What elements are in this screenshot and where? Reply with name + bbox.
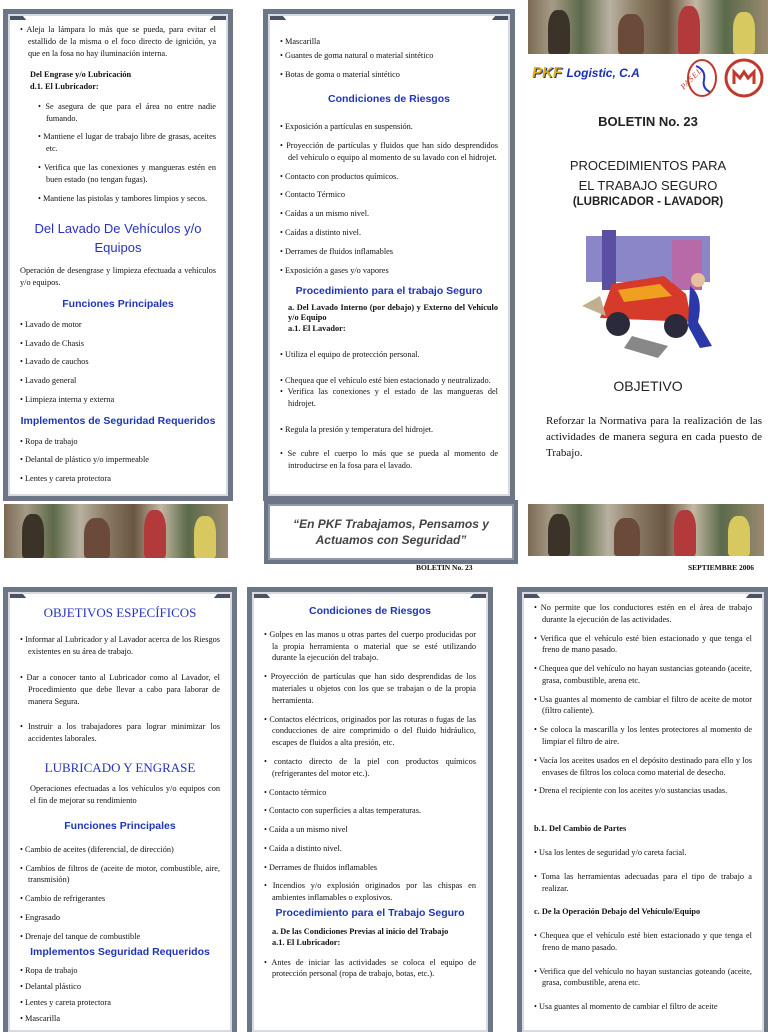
list-item: • Usa los lentes de seguridad y/o careta facial. <box>534 847 752 859</box>
list-item: • Regula la presión y temperatura del hidrojet. <box>280 424 498 436</box>
list-item: • Vacía los aceites usados en el depósito destinado para ello y los envases de filtros los coloca como material de desecho. <box>534 755 752 779</box>
emblem-logo <box>724 58 764 98</box>
list-item: • Toma las herramientas adecuadas para el tipo de trabajo a realizar. <box>534 871 752 895</box>
lubricador-list <box>20 101 216 204</box>
lavado-title: Del Lavado De Vehículos y/o Equipos <box>34 221 202 255</box>
list-item: • Engrasado <box>20 912 220 924</box>
pkf-mark: PKF <box>532 64 562 81</box>
lubricado-desc: Operaciones efectuadas a los vehículos y/o equipos con el fin de mejorar su rendimiento <box>30 784 220 806</box>
list-item: • Verifica que las conexiones y mangueras estén en buen estado (no tengan fugas). <box>38 162 216 186</box>
list-item: • Usa guantes al momento de cambiar el filtro de aceite de motor (filtro caliente). <box>534 694 752 718</box>
list-item: • Cambio de refrigerantes <box>20 893 220 905</box>
list-item: • Antes de iniciar las actividades se coloca el equipo de protección personal (ropa de trabajo, botas, etc.). <box>264 957 476 981</box>
list-item: • Verifica que el vehículo esté bien estacionado y que tenga el freno de mano pasado. <box>534 633 752 657</box>
list-item: • contacto directo de la piel con productos químicos (refrigerantes del motor etc.). <box>264 756 476 780</box>
lavador-heading: a.1. El Lavador: <box>288 324 346 334</box>
list-item: • Lavado de cauchos <box>20 356 216 368</box>
list-item: • Proyección de partículas que han sido desprendidas de los materiales u objetos con los que se trabajan o de la propia herramienta. <box>264 671 476 706</box>
list-item: • Contacto con productos químicos. <box>280 171 498 183</box>
list-item: • Cambio de aceites (diferencial, de dirección) <box>20 844 220 856</box>
photo-strip <box>4 504 228 558</box>
list-item: • Caída a un mismo nivel <box>264 824 476 836</box>
list-item: • Ropa de trabajo <box>20 965 220 977</box>
list-item: • Caídas a un mismo nivel. <box>280 208 498 220</box>
list-item: • Contacto con superficies a altas temperaturas. <box>264 805 476 817</box>
list-item: • Se cubre el cuerpo lo más que se pueda al momento de introducirse en la fosa para el lavado. <box>280 448 498 472</box>
footer-boletin: BOLETIN No. 23 <box>416 563 473 572</box>
debajo-heading: c. De la Operación Debajo del Vehículo/Equipo <box>534 907 701 917</box>
list-item: • Drena el recipiente con los aceites y/o sustancias usadas. <box>534 785 752 797</box>
list-item: • Lavado de motor <box>20 319 216 331</box>
cover-title-line3: (LUBRICADOR - LAVADOR) <box>572 196 724 208</box>
list-item: • Verifica las conexiones y el estado de las mangueras del hidrojet. <box>280 386 498 410</box>
list-item: • Mascarilla <box>280 36 498 48</box>
list-item: • Derrames de fluidos inflamables <box>280 246 498 258</box>
list-item: • Mascarilla <box>20 1013 220 1025</box>
cambio-heading: b.1. Del Cambio de Partes <box>534 824 627 834</box>
list-item: • Golpes en las manos u otras partes del cuerpo producidas por la propia herramienta o material que se esté utilizando durante la ejecución del trabajo. <box>264 629 476 664</box>
list-item: • Caídas a distinto nivel. <box>280 227 498 239</box>
safety-quote: “En PKF Trabajamos, Pensamos y Actuamos con Seguridad” <box>268 504 514 560</box>
list-item: • Lavado de Chasis <box>20 338 216 350</box>
riesgos-title: Condiciones de Riesgos <box>328 93 450 106</box>
list-item: • Dar a conocer tanto al Lubricador como al Lavador, el Procedimiento que debe llevar a cabo para laborar de manera Segura. <box>20 672 220 707</box>
list-item: • Delantal plástico <box>20 981 220 993</box>
list-item: • Caída a distinto nivel. <box>264 843 476 855</box>
list-item: • Se asegura de que para el área no entre nadie fumando. <box>38 101 216 125</box>
funciones-title: Funciones Principales <box>62 297 174 310</box>
panel-procedimiento-lubricador <box>522 592 764 1032</box>
list-item: • Delantal de plástico y/o impermeable <box>20 454 216 466</box>
list-item: • Contactos eléctricos, originados por las roturas o fugas de las conducciones de aire comprimido o del fluido hidráulico, escapes de fluidos a alta presión, etc. <box>264 714 476 749</box>
cover-title-line1: PROCEDIMIENTOS PARA <box>569 158 727 173</box>
photo-strip <box>528 504 764 556</box>
list-item: • Limpieza interna y externa <box>20 394 216 406</box>
funciones-title: Funciones Principales <box>64 819 176 832</box>
list-item: • Contacto térmico <box>264 787 476 799</box>
panel-objetivos <box>8 592 232 1032</box>
list-item: • Contacto Térmico <box>280 189 498 201</box>
list-item: • Drenaje del tanque de combustible <box>20 931 220 943</box>
riesgos-title: Condiciones de Riesgos <box>309 605 431 617</box>
cover-panel <box>528 0 768 500</box>
lubricado-title: LUBRICADO Y ENGRASE <box>44 759 196 775</box>
list-item: • Lavado general <box>20 375 216 387</box>
list-item: • Lentes y careta protectora <box>20 997 220 1009</box>
list-item: • Usa guantes al momento de cambiar el filtro de aceite <box>534 1001 752 1013</box>
proc-sub: a. De las Condiciones Previas al inicio del Trabajo <box>272 926 449 936</box>
list-item: • Exposición a partículas en suspensión. <box>280 121 498 133</box>
list-item: • Proyección de partículas y fluidos que han sido desprendidos del vehículo o equipo al momento de su lavado con el hidrojet. <box>280 140 498 164</box>
brand-name: Logistic, C.A <box>566 66 640 80</box>
proc-title: Procedimiento para el Trabajo Seguro <box>275 906 465 919</box>
list-item: • No permite que los conductores estén en el área de trabajo durante la ejecución de las actividades. <box>534 602 752 626</box>
lubricador-heading: a.1. El Lubricador: <box>272 937 341 947</box>
objetivos-title: OBJETIVOS ESPECÍFICOS <box>43 605 197 620</box>
implementos-title: Implementos de Seguridad Requeridos <box>20 414 216 427</box>
list-item: • Utiliza el equipo de protección personal. <box>280 349 498 361</box>
list-item: • Botas de goma o material sintético <box>280 69 498 81</box>
pasel-seal <box>676 56 720 102</box>
panel-riesgos-lubricador <box>252 592 488 1032</box>
engrase-heading: Del Engrase y/o Lubricación <box>30 70 132 80</box>
list-item: • Cambios de filtros de (aceite de motor, combustible, aire, transmisión) <box>20 863 220 887</box>
list-item: • Chequea que del vehículo no hayan sustancias goteando (aceite, grasa, combustible, arena etc. <box>534 663 752 687</box>
cover-title-line2: EL TRABAJO SEGURO <box>578 178 718 193</box>
implementos-title: Implementos Seguridad Requeridos <box>30 945 210 958</box>
objetivo-text: Reforzar la Normativa para la realización de las actividades de manera segura en cada puesto de Trabajo. <box>546 415 762 459</box>
list-item: • Exposición a gases y/o vapores <box>280 265 498 277</box>
list-item: • Instruir a los trabajadores para lograr minimizar los accidentes laborales. <box>20 721 220 745</box>
list-item: • Mantiene las pistolas y tambores limpios y secos. <box>38 193 216 205</box>
list-item: • Informar al Lubricador y al Lavador acerca de los Riesgos existentes en su área de trabajo. <box>20 634 220 658</box>
list-item: • Lentes y careta protectora <box>20 473 216 485</box>
photo-strip <box>528 0 768 54</box>
brand-logo <box>532 64 640 82</box>
list-item: • Chequea que el vehículo esté bien estacionado y que tenga el freno de mano pasado. <box>534 930 752 954</box>
boletin-label: BOLETIN No. 23 <box>598 114 698 129</box>
list-item: • Derrames de fluidos inflamables <box>264 862 476 874</box>
seal-text: PASEL <box>678 65 705 92</box>
list-item: • Guantes de goma natural o material sintético <box>280 50 498 62</box>
objetivo-title: OBJETIVO <box>613 378 683 394</box>
list-item: • Chequea que el vehículo esté bien estacionado y neutralizado. <box>280 375 498 387</box>
footer-date: SEPTIEMBRE 2006 <box>688 563 755 572</box>
list-item: • Verifica que del vehículo no hayan sustancias goteando (aceite, grasa, combustible, arena etc. <box>534 966 752 990</box>
mechanic-clipart <box>572 226 722 366</box>
intro-bullet: • Aleja la lámpara lo más que se pueda, para evitar el estallido de la misma o el foco directo de ignición, ya que en la fosa no hay iluminación interna. <box>20 24 216 59</box>
proc-sub: a. Del Lavado Interno (por debajo) y Externo del Vehículo y/o Equipo <box>288 303 498 323</box>
list-item: • Incendios y/o explosión originados por las chispas en ambientes inflamables o explosivos. <box>264 880 476 904</box>
lavado-desc: Operación de desengrase y limpieza efectuada a vehículos y/o equipos. <box>20 266 216 288</box>
proc-title: Procedimiento para el trabajo Seguro <box>295 285 483 298</box>
list-item: • Se coloca la mascarilla y los lentes protectores al momento de limpiar el filtro de aire. <box>534 724 752 748</box>
panel-lavado <box>8 14 228 496</box>
lubricador-heading: d.1. El Lubricador: <box>30 82 99 92</box>
list-item: • Mantiene el lugar de trabajo libre de grasas, aceites etc. <box>38 131 216 155</box>
list-item: • Ropa de trabajo <box>20 436 216 448</box>
panel-riesgos-lavador <box>268 14 510 496</box>
